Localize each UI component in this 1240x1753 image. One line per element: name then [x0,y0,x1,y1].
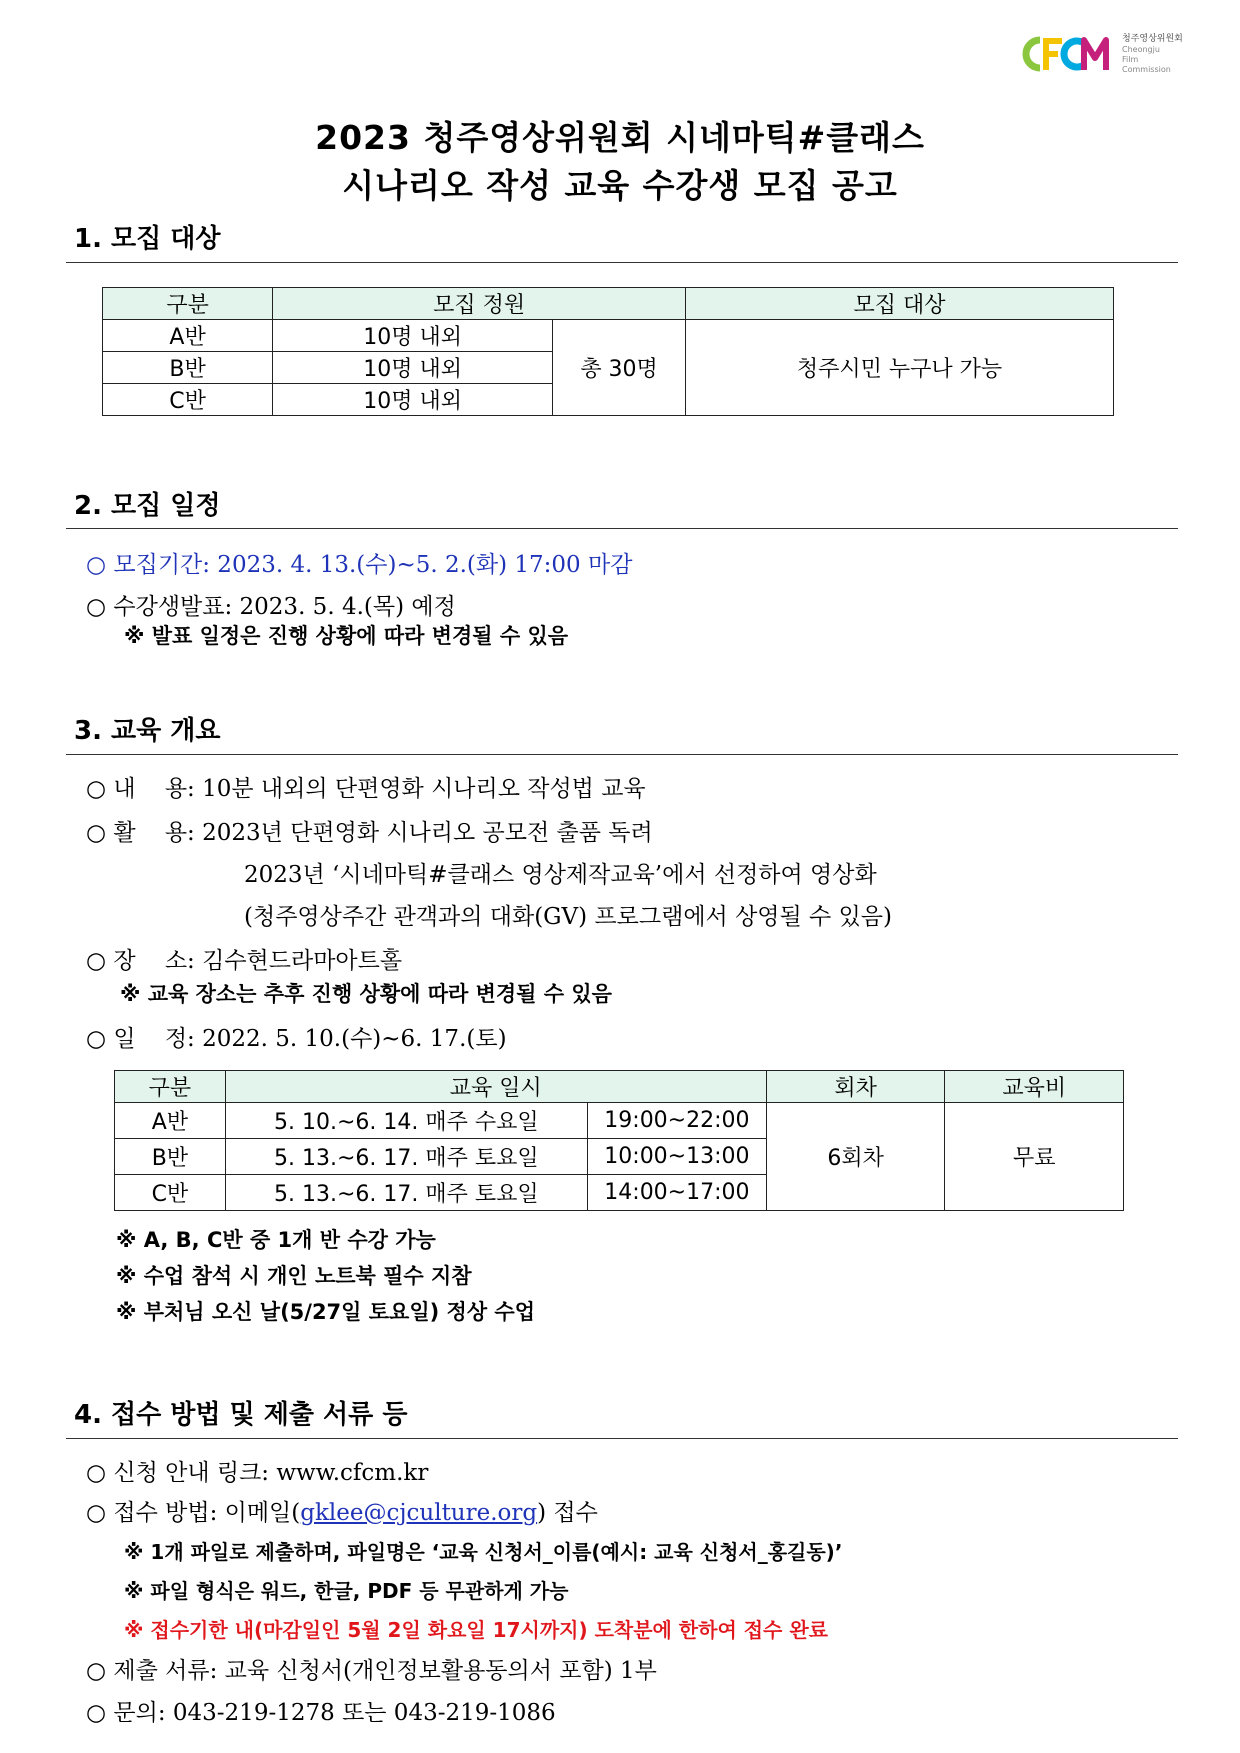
logo-org-name: 청주영상위원회 [1122,34,1183,44]
section1-heading: 1. 모집 대상 [74,224,221,254]
inquiry-phone: ○ 문의: 043-219-1278 또는 043-219-1086 [86,1700,556,1726]
section3-heading: 3. 교육 개요 [74,716,221,746]
section2-heading: 2. 모집 일정 [74,491,221,521]
announce-note: ※ 발표 일정은 진행 상황에 따라 변경될 수 있음 [124,624,569,648]
apply-note-2: ※ 파일 형식은 워드, 한글, PDF 등 무관하게 가능 [124,1579,569,1603]
page-title-line1: 2023 청주영상위원회 시네마틱#클래스 [315,118,925,157]
schedule-row-time: 10:00~13:00 [587,1139,766,1175]
edu-content: ○ 내 용: 10분 내외의 단편영화 시나리오 작성법 교육 [86,776,646,802]
apply-deadline-note: ※ 접수기한 내(마감일인 5월 2일 화요일 17시까지) 도착분에 한하여 접수 완료 [124,1618,828,1642]
edu-use-1: ○ 활 용: 2023년 단편영화 시나리오 공모전 출품 독려 [86,820,653,846]
edu-schedule: ○ 일 정: 2022. 5. 10.(수)~6. 17.(토) [86,1026,507,1052]
logo-org-text [1122,34,1183,75]
schedule-row-time: 19:00~22:00 [587,1103,766,1139]
recruit-row-count: 10명 내외 [273,320,553,352]
schedule-row-time: 14:00~17:00 [587,1175,766,1211]
edu-place: ○ 장 소: 김수현드라마아트홀 [86,948,403,974]
section3-divider [66,754,1178,755]
recruit-header-count: 모집 정원 [273,288,686,320]
schedule-fee: 무료 [945,1103,1124,1211]
schedule-header-datetime: 교육 일시 [225,1071,766,1103]
edu-place-note: ※ 교육 장소는 추후 진행 상황에 따라 변경될 수 있음 [120,982,612,1006]
recruit-period: ○ 모집기간: 2023. 4. 13.(수)~5. 2.(화) 17:00 마감 [86,552,633,578]
apply-note-1: ※ 1개 파일로 제출하며, 파일명은 ‘교육 신청서_이름(예시: 교육 신청서_홍길동)’ [124,1540,843,1564]
edu-note-2: ※ 수업 참석 시 개인 노트북 필수 지참 [116,1264,472,1288]
apply-link-line: ○ 신청 안내 링크: www.cfcm.kr [86,1460,429,1486]
edu-use-3: (청주영상주간 관객과의 대화(GV) 프로그램에서 상영될 수 있음) [244,904,892,930]
section4-heading: 4. 접수 방법 및 제출 서류 등 [74,1400,408,1430]
logo-org-sub3: Commission [1122,65,1171,74]
recruit-target: 청주시민 누구나 가능 [686,320,1114,416]
announce-date: ○ 수강생발표: 2023. 5. 4.(목) 예정 [86,594,456,620]
schedule-row-class: C반 [115,1175,226,1211]
edu-use-2: 2023년 ‘시네마틱#클래스 영상제작교육’에서 선정하여 영상화 [244,862,877,888]
schedule-sessions: 6회차 [766,1103,945,1211]
schedule-header-class: 구분 [115,1071,226,1103]
cfcm-logo-mark [1018,30,1118,78]
edu-note-3: ※ 부처님 오신 날(5/27일 토요일) 정상 수업 [116,1300,535,1324]
section4-divider [66,1438,1178,1439]
page-title-line2: 시나리오 작성 교육 수강생 모집 공고 [342,166,898,205]
logo-org-sub1: Cheongju [1122,45,1160,54]
apply-method-line [86,1494,598,1527]
recruit-row-count: 10명 내외 [273,352,553,384]
logo-org-sub2: Film [1122,55,1139,64]
recruit-row-class: B반 [103,352,273,384]
schedule-header-sessions: 회차 [766,1071,945,1103]
submit-documents: ○ 제출 서류: 교육 신청서(개인정보활용동의서 포함) 1부 [86,1658,657,1684]
schedule-row-dates: 5. 13.~6. 17. 매주 토요일 [225,1139,587,1175]
schedule-row-dates: 5. 13.~6. 17. 매주 토요일 [225,1175,587,1211]
recruit-header-target: 모집 대상 [686,288,1114,320]
apply-method-suffix: ) 접수 [537,1500,598,1526]
schedule-row-class: B반 [115,1139,226,1175]
schedule-header-fee: 교육비 [945,1071,1124,1103]
recruit-total: 총 30명 [553,320,686,416]
schedule-table [114,1070,1124,1211]
schedule-row-dates: 5. 10.~6. 14. 매주 수요일 [225,1103,587,1139]
recruit-row-count: 10명 내외 [273,384,553,416]
recruit-row-class: C반 [103,384,273,416]
cfcm-logo [1018,30,1218,80]
section1-divider [66,262,1178,263]
recruit-table [102,287,1114,416]
apply-method-prefix: ○ 접수 방법: 이메일( [86,1500,301,1526]
recruit-header-class: 구분 [103,288,273,320]
recruit-row-class: A반 [103,320,273,352]
apply-email-link[interactable]: gklee@cjculture.org [300,1500,538,1526]
schedule-row-class: A반 [115,1103,226,1139]
edu-note-1: ※ A, B, C반 중 1개 반 수강 가능 [116,1228,436,1252]
section2-divider [66,528,1178,529]
